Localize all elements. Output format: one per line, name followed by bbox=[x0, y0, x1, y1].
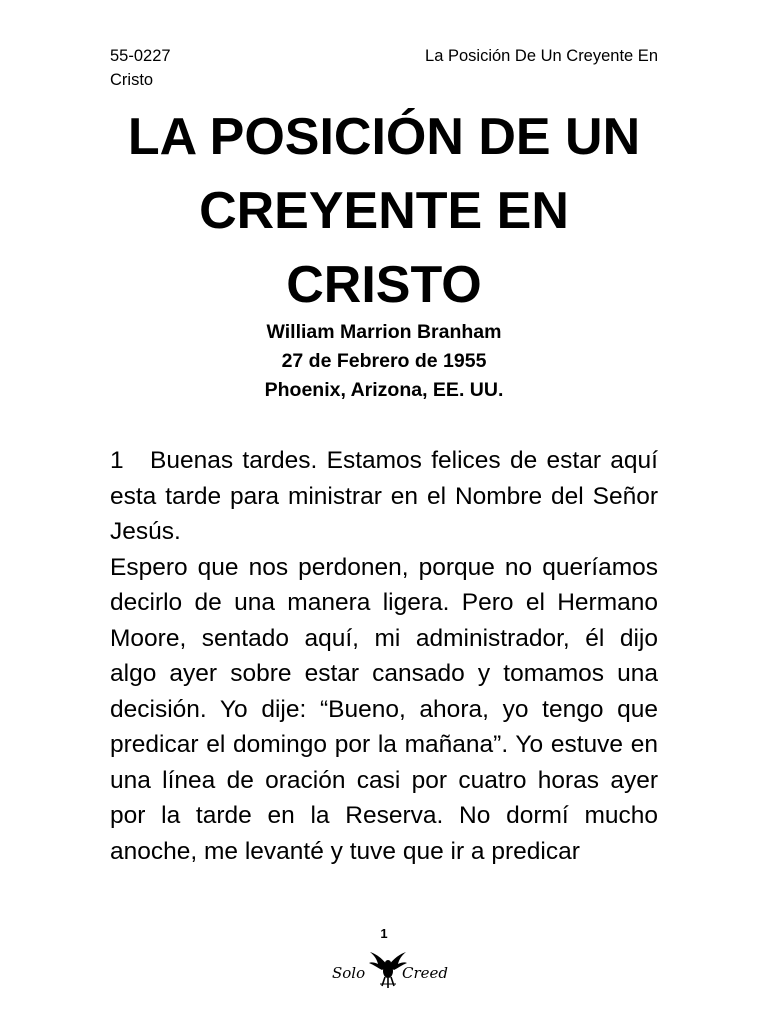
sermon-code: 55-0227 bbox=[110, 47, 171, 65]
paragraph-2: Espero que nos perdonen, porque no queríamos decirlo de una manera ligera. Pero el Hermano Moore, sentado aquí, mi administrador, él dijo algo ayer sobre estar cansado y tomamos una decisión. Yo dije: “Bueno, ahora, yo tengo que predicar el domingo por la mañana”. Yo estuve en una línea de oración casi por cuatro horas ayer por la tarde en la Reserva. No dormí mucho anoche, me levanté y tuve que ir a predicar bbox=[110, 553, 658, 865]
paragraph-1-text: Buenas tardes. Estamos felices de estar aquí esta tarde para ministrar en el Nombre del Señor Jesús. bbox=[110, 447, 658, 545]
sermon-location: Phoenix, Arizona, EE. UU. bbox=[264, 379, 504, 401]
logo-text-left: Solo bbox=[332, 964, 366, 982]
running-title-continued: Cristo bbox=[110, 71, 154, 89]
paragraph-1 bbox=[110, 443, 658, 550]
byline bbox=[110, 318, 658, 405]
sermon-date: 27 de Febrero de 1955 bbox=[281, 350, 487, 372]
body-text bbox=[110, 443, 658, 869]
title-line-2: CREYENTE EN bbox=[199, 182, 569, 240]
author-name: William Marrion Branham bbox=[266, 321, 502, 343]
title-line-1: LA POSICIÓN DE UN bbox=[127, 108, 641, 166]
page-number: 1 bbox=[380, 926, 388, 941]
running-title: La Posición De Un Creyente En bbox=[425, 47, 658, 65]
document-title bbox=[60, 100, 708, 322]
logo-text-right: Creed bbox=[402, 964, 449, 982]
solo-creed-logo bbox=[330, 944, 449, 994]
title-line-3: CRISTO bbox=[286, 256, 482, 314]
paragraph-number: 1 bbox=[110, 447, 124, 474]
running-header bbox=[110, 44, 658, 92]
